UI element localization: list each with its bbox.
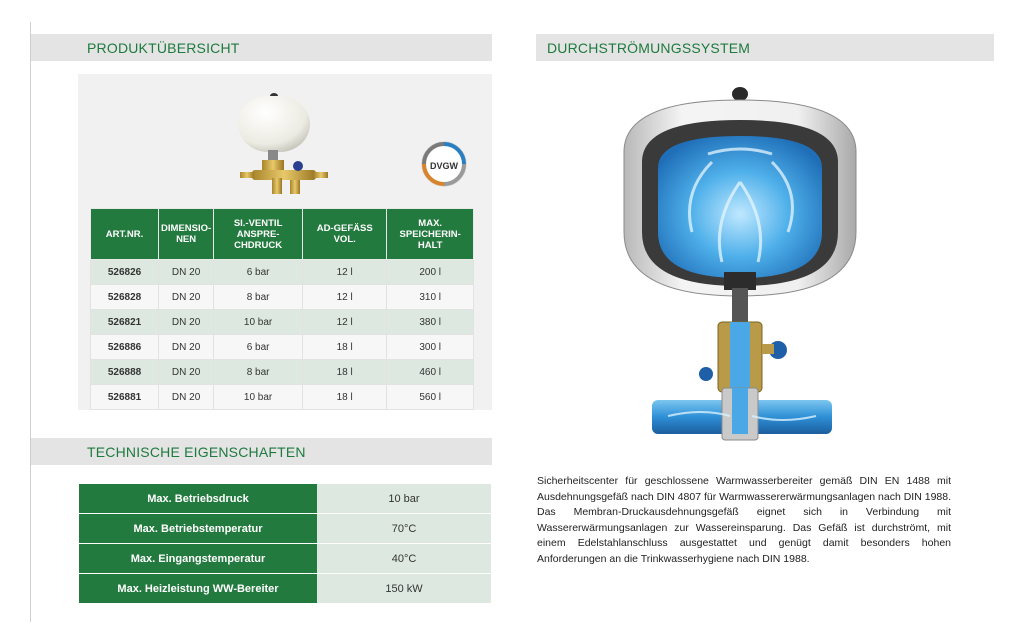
- cell-art-nr: 526826: [91, 260, 159, 285]
- property-label: Max. Eingangstemperatur: [79, 544, 317, 574]
- cell-dimension: DN 20: [159, 385, 214, 410]
- valve-knob-left: [699, 367, 713, 381]
- vent-cap: [732, 87, 748, 101]
- section-title: DURCHSTRÖMUNGSSYSTEM: [547, 39, 751, 56]
- property-value: 10 bar: [317, 484, 491, 514]
- cell-dimension: DN 20: [159, 310, 214, 335]
- description-text: [537, 474, 951, 568]
- table-row: [79, 514, 491, 544]
- product-table: [90, 208, 474, 410]
- column-header-ad-gefaess: AD-GEFÄSS VOL.: [303, 209, 387, 260]
- section-header-technische-eigenschaften: [31, 438, 492, 465]
- technical-properties-table: [79, 484, 491, 604]
- cell-volume: 12 l: [303, 285, 387, 310]
- dvgw-label: DVGW: [430, 161, 458, 171]
- water-chamber: [658, 136, 822, 278]
- section-title: PRODUKTÜBERSICHT: [87, 39, 240, 56]
- valve-arm: [762, 344, 774, 354]
- property-value: 150 kW: [317, 574, 491, 604]
- column-header-art-nr: ART.NR.: [91, 209, 159, 260]
- cell-dimension: DN 20: [159, 360, 214, 385]
- cell-dimension: DN 20: [159, 335, 214, 360]
- cell-ventil: 8 bar: [214, 285, 303, 310]
- property-label: Max. Betriebsdruck: [79, 484, 317, 514]
- cell-art-nr: 526821: [91, 310, 159, 335]
- table-row: [91, 360, 474, 385]
- cell-capacity: 310 l: [387, 285, 474, 310]
- flow-system-diagram: [612, 82, 872, 450]
- cell-dimension: DN 20: [159, 285, 214, 310]
- table-header-row: [91, 209, 474, 260]
- section-header-produktuebersicht: [31, 34, 492, 61]
- cell-art-nr: 526881: [91, 385, 159, 410]
- property-value: 70°C: [317, 514, 491, 544]
- product-image: [232, 84, 332, 200]
- cell-ventil: 8 bar: [214, 360, 303, 385]
- cell-capacity: 460 l: [387, 360, 474, 385]
- cell-capacity: 560 l: [387, 385, 474, 410]
- cell-volume: 12 l: [303, 310, 387, 335]
- flange: [724, 272, 756, 290]
- cell-volume: 18 l: [303, 385, 387, 410]
- left-margin-rule: [30, 22, 31, 622]
- section-title: TECHNISCHE EIGENSCHAFTEN: [87, 443, 306, 460]
- column-header-dimensionen: DIMENSIO- NEN: [159, 209, 214, 260]
- table-row: [79, 574, 491, 604]
- cell-volume: 12 l: [303, 260, 387, 285]
- table-row: [91, 335, 474, 360]
- cell-volume: 18 l: [303, 360, 387, 385]
- cell-art-nr: 526886: [91, 335, 159, 360]
- cell-volume: 18 l: [303, 335, 387, 360]
- cell-ventil: 10 bar: [214, 310, 303, 335]
- property-value: 40°C: [317, 544, 491, 574]
- cell-ventil: 10 bar: [214, 385, 303, 410]
- column-header-si-ventil: SI.-VENTIL ANSPRE- CHDRUCK: [214, 209, 303, 260]
- section-header-durchstroemungssystem: [536, 34, 994, 61]
- cell-art-nr: 526828: [91, 285, 159, 310]
- table-row: [91, 310, 474, 335]
- dvgw-certification-icon: [420, 140, 468, 188]
- cell-capacity: 380 l: [387, 310, 474, 335]
- description-paragraph-2: Das Membran-Druckausdehnungsgefäß eignet sich in Verbindung mit Wassererwärmungsanlagen zur Wassereinsparung. Das Gefäß ist durchströmt, mit einem Edelstahlanschluss ausgestattet und genügt damit besonders hohen Anforderungen an die Trinkwasserhygiene nach DIN 1988.: [537, 506, 951, 565]
- description-paragraph-1: Sicherheitscenter für geschlossene Warmwasserbereiter gemäß DIN EN 1488 mit Ausdehnungsgefäß nach DIN 4807 für Warmwassererwärmungsanlagen nach DIN 1988.: [537, 475, 952, 503]
- table-row: [91, 285, 474, 310]
- cell-dimension: DN 20: [159, 260, 214, 285]
- table-row: [91, 260, 474, 285]
- connection-stem: [732, 288, 748, 326]
- column-header-max-speicherinhalt: MAX. SPEICHERIN- HALT: [387, 209, 474, 260]
- table-row: [79, 544, 491, 574]
- cell-ventil: 6 bar: [214, 335, 303, 360]
- property-label: Max. Betriebstemperatur: [79, 514, 317, 544]
- cell-ventil: 6 bar: [214, 260, 303, 285]
- table-row: [79, 484, 491, 514]
- fitting-channel: [732, 388, 748, 434]
- property-label: Max. Heizleistung WW-Bereiter: [79, 574, 317, 604]
- table-row: [91, 385, 474, 410]
- cell-capacity: 300 l: [387, 335, 474, 360]
- cell-art-nr: 526888: [91, 360, 159, 385]
- cell-capacity: 200 l: [387, 260, 474, 285]
